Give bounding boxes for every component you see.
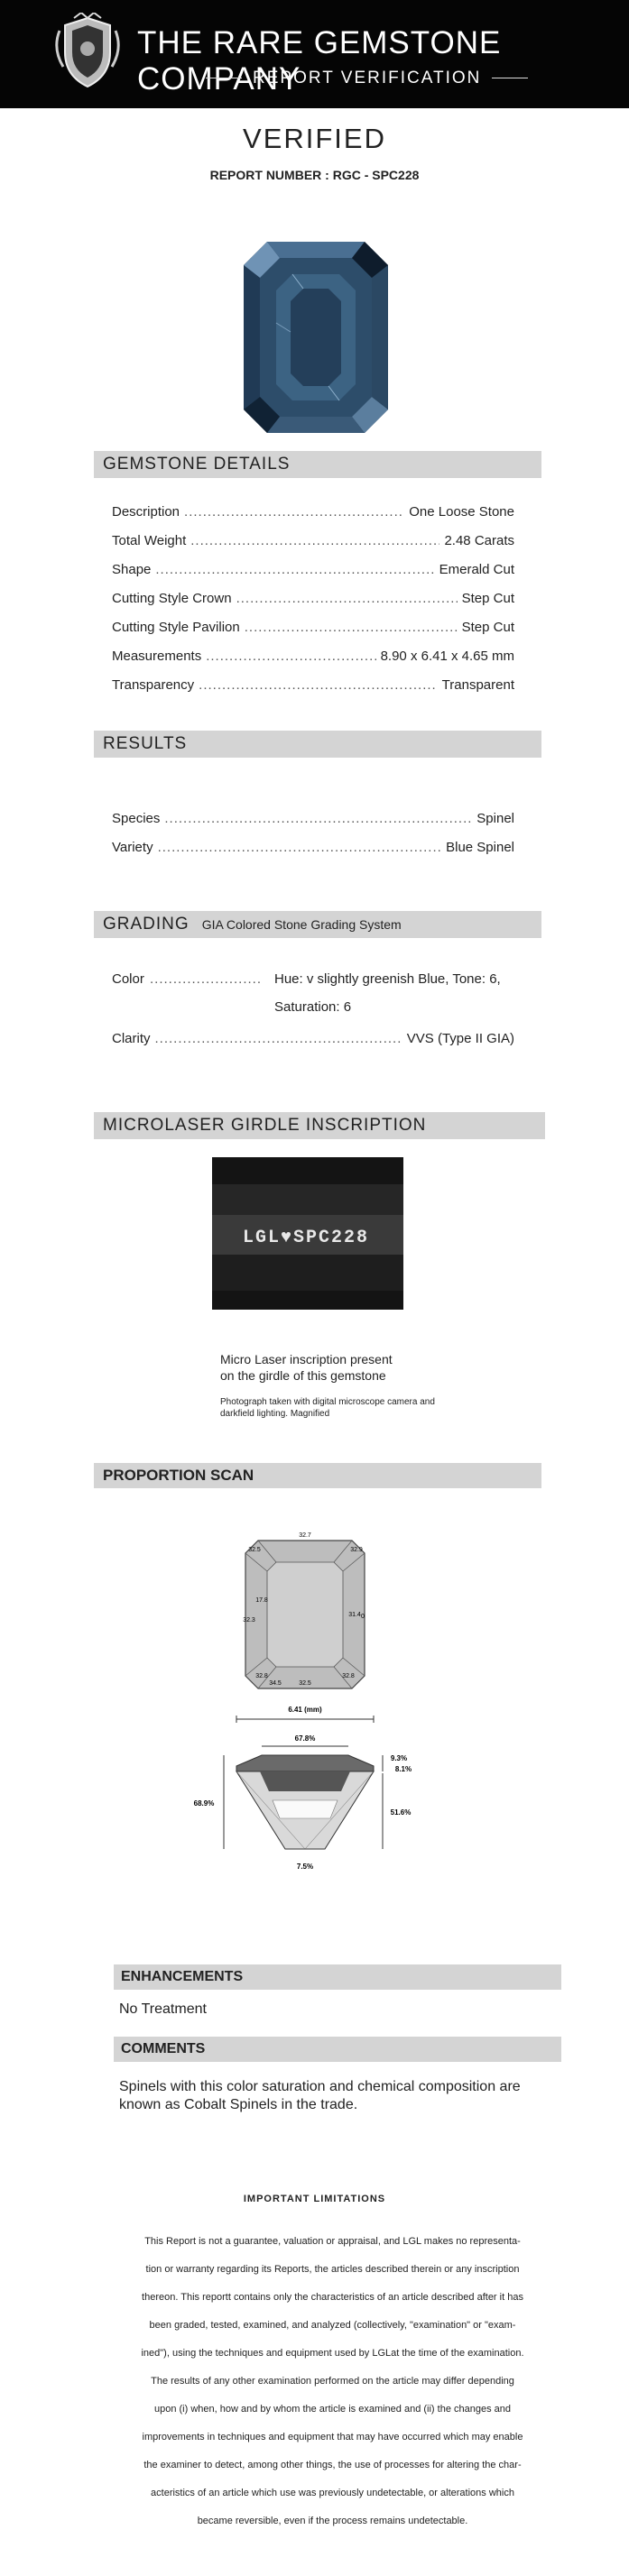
enhancements-value: No Treatment — [119, 2001, 207, 2017]
detail-row-transparency — [112, 676, 514, 695]
color-value: Hue: v slightly greenish Blue, Tone: 6, Saturation: 6 — [274, 971, 501, 1015]
detail-row-measurements — [112, 648, 514, 666]
gemstone-photo — [244, 242, 388, 433]
proportion-scan-diagram — [171, 1524, 442, 1903]
limitations-line: tion or warranty regarding its Reports, the articles described therein or any inscription — [145, 2264, 520, 2275]
detail-value: Transparent — [441, 677, 514, 693]
grading-header — [94, 911, 541, 938]
color-label: Color — [112, 971, 144, 987]
detail-value: One Loose Stone — [409, 504, 514, 520]
detail-row-cutting-style-crown — [112, 590, 514, 608]
result-row-variety — [112, 839, 514, 857]
comments-line1: Spinels with this color saturation and chemical composition are — [119, 2079, 521, 2094]
scan-label: 32.5 — [299, 1680, 311, 1687]
result-row-species — [112, 810, 514, 828]
detail-label: Cutting Style Crown — [112, 591, 232, 606]
result-label: Variety — [112, 840, 153, 855]
scan-label: 32.8 — [255, 1673, 268, 1679]
scan-label: 32.7 — [299, 1532, 311, 1539]
detail-label: Total Weight — [112, 533, 187, 548]
result-value: Blue Spinel — [446, 840, 514, 855]
header — [0, 0, 629, 108]
inscription-header — [94, 1112, 545, 1139]
inscription-caption-line1: Micro Laser inscription present — [220, 1352, 393, 1366]
inscription-photo — [212, 1157, 403, 1310]
scan-label: 9.3% — [390, 1754, 408, 1762]
verified-status: VERIFIED — [243, 123, 386, 154]
grading-title: GRADING — [103, 915, 190, 934]
detail-row-cutting-style-pavilion — [112, 619, 514, 637]
limitations-line: acteristics of an article which use was previously undetectable, or alterations which — [151, 2488, 514, 2498]
enhancements-header — [114, 1964, 561, 1990]
limitations-line: The results of any other examination performed on the article may differ depending — [151, 2376, 514, 2387]
results-header — [94, 731, 541, 758]
scan-label: 0 — [361, 1614, 365, 1620]
clarity-label: Clarity — [112, 1031, 151, 1046]
detail-row-total-weight — [112, 532, 514, 550]
detail-row-shape — [112, 561, 514, 579]
company-name: THE RARE GEMSTONE COMPANY — [137, 25, 502, 97]
detail-value: 2.48 Carats — [444, 533, 514, 548]
scan-label: 32.3 — [243, 1617, 255, 1624]
detail-value: Step Cut — [461, 620, 514, 635]
limitations-line: improvements in techniques and equipment that may have occurred which may enable — [142, 2432, 523, 2443]
inscription-title: MICROLASER GIRDLE INSCRIPTION — [103, 1116, 427, 1135]
result-label: Species — [112, 811, 161, 826]
results-title: RESULTS — [103, 734, 188, 753]
detail-value: 8.90 x 6.41 x 4.65 mm — [380, 649, 514, 664]
report-verification-subtitle: REPORT VERIFICATION — [195, 69, 539, 88]
scan-label: 32.5 — [248, 1547, 261, 1553]
limitations-line: ined"), using the techniques and equipment used by LGLat the time of the examination. — [141, 2348, 524, 2359]
gemstone-details-header — [94, 451, 541, 478]
limitations-title: IMPORTANT LIMITATIONS — [243, 2194, 386, 2204]
inscription-note: Photograph taken with digital microscope camera and darkfield lighting. Magnified — [220, 1397, 435, 1419]
detail-label: Measurements — [112, 649, 202, 664]
inscription-engraved-text: LGL♥SPC228 — [242, 1228, 370, 1248]
grading-color-row — [112, 965, 514, 1023]
detail-label: Description — [112, 504, 180, 520]
crest-logo-icon — [47, 13, 128, 92]
scan-label: 68.9% — [193, 1799, 215, 1808]
scan-label: 32.8 — [342, 1673, 355, 1679]
detail-label: Transparency — [112, 677, 195, 693]
result-value: Spinel — [476, 811, 514, 826]
scan-label: 8.1% — [394, 1765, 412, 1773]
enhancements-title: ENHANCEMENTS — [121, 1969, 244, 1984]
detail-label: Cutting Style Pavilion — [112, 620, 240, 635]
scan-label: 7.5% — [296, 1863, 314, 1871]
comments-line2: known as Cobalt Spinels in the trade. — [119, 2097, 358, 2112]
scan-label: 17.8 — [255, 1597, 268, 1604]
limitations-line: became reversible, even if the process remains undetectable. — [197, 2516, 468, 2526]
inscription-caption — [220, 1351, 393, 1384]
limitations-text — [108, 2228, 557, 2535]
detail-row-description — [112, 503, 514, 521]
limitations-line: been graded, tested, examined, and analyzed (collectively, "examination" or "exam- — [149, 2320, 516, 2331]
grading-system: GIA Colored Stone Grading System — [201, 917, 402, 932]
limitations-line: This Report is not a guarantee, valuation or appraisal, and LGL makes no representa- — [144, 2236, 521, 2247]
proportion-scan-header — [94, 1463, 541, 1488]
comments-text — [119, 2078, 543, 2114]
scan-label: 67.8% — [294, 1734, 316, 1743]
grading-clarity-row — [112, 1030, 514, 1048]
inscription-photo-graphic — [212, 1157, 403, 1310]
clarity-value: VVS (Type II GIA) — [406, 1031, 514, 1046]
comments-header — [114, 2037, 561, 2062]
detail-label: Shape — [112, 562, 152, 577]
scan-label: 6.41 (mm) — [288, 1706, 322, 1714]
scan-label: 31.4 — [348, 1612, 361, 1618]
detail-value: Step Cut — [461, 591, 514, 606]
scan-label: 51.6% — [390, 1808, 412, 1817]
scan-label: 32.9 — [350, 1547, 363, 1553]
scan-label: 34.5 — [269, 1680, 282, 1687]
limitations-line: upon (i) when, how and by whom the article is examined and (ii) the changes and — [153, 2404, 511, 2415]
proportion-scan-title: PROPORTION SCAN — [103, 1467, 254, 1484]
detail-value: Emerald Cut — [439, 562, 514, 577]
report-number: REPORT NUMBER : RGC - SPC228 — [209, 168, 420, 182]
limitations-line: the examiner to detect, among other things, the use of processes for altering the char- — [143, 2460, 522, 2470]
gemstone-details-title: GEMSTONE DETAILS — [103, 455, 291, 474]
comments-title: COMMENTS — [121, 2041, 206, 2056]
inscription-caption-line2: on the girdle of this gemstone — [220, 1368, 386, 1383]
limitations-line: thereon. This reportt contains only the characteristics of an article described after it has — [142, 2292, 523, 2303]
